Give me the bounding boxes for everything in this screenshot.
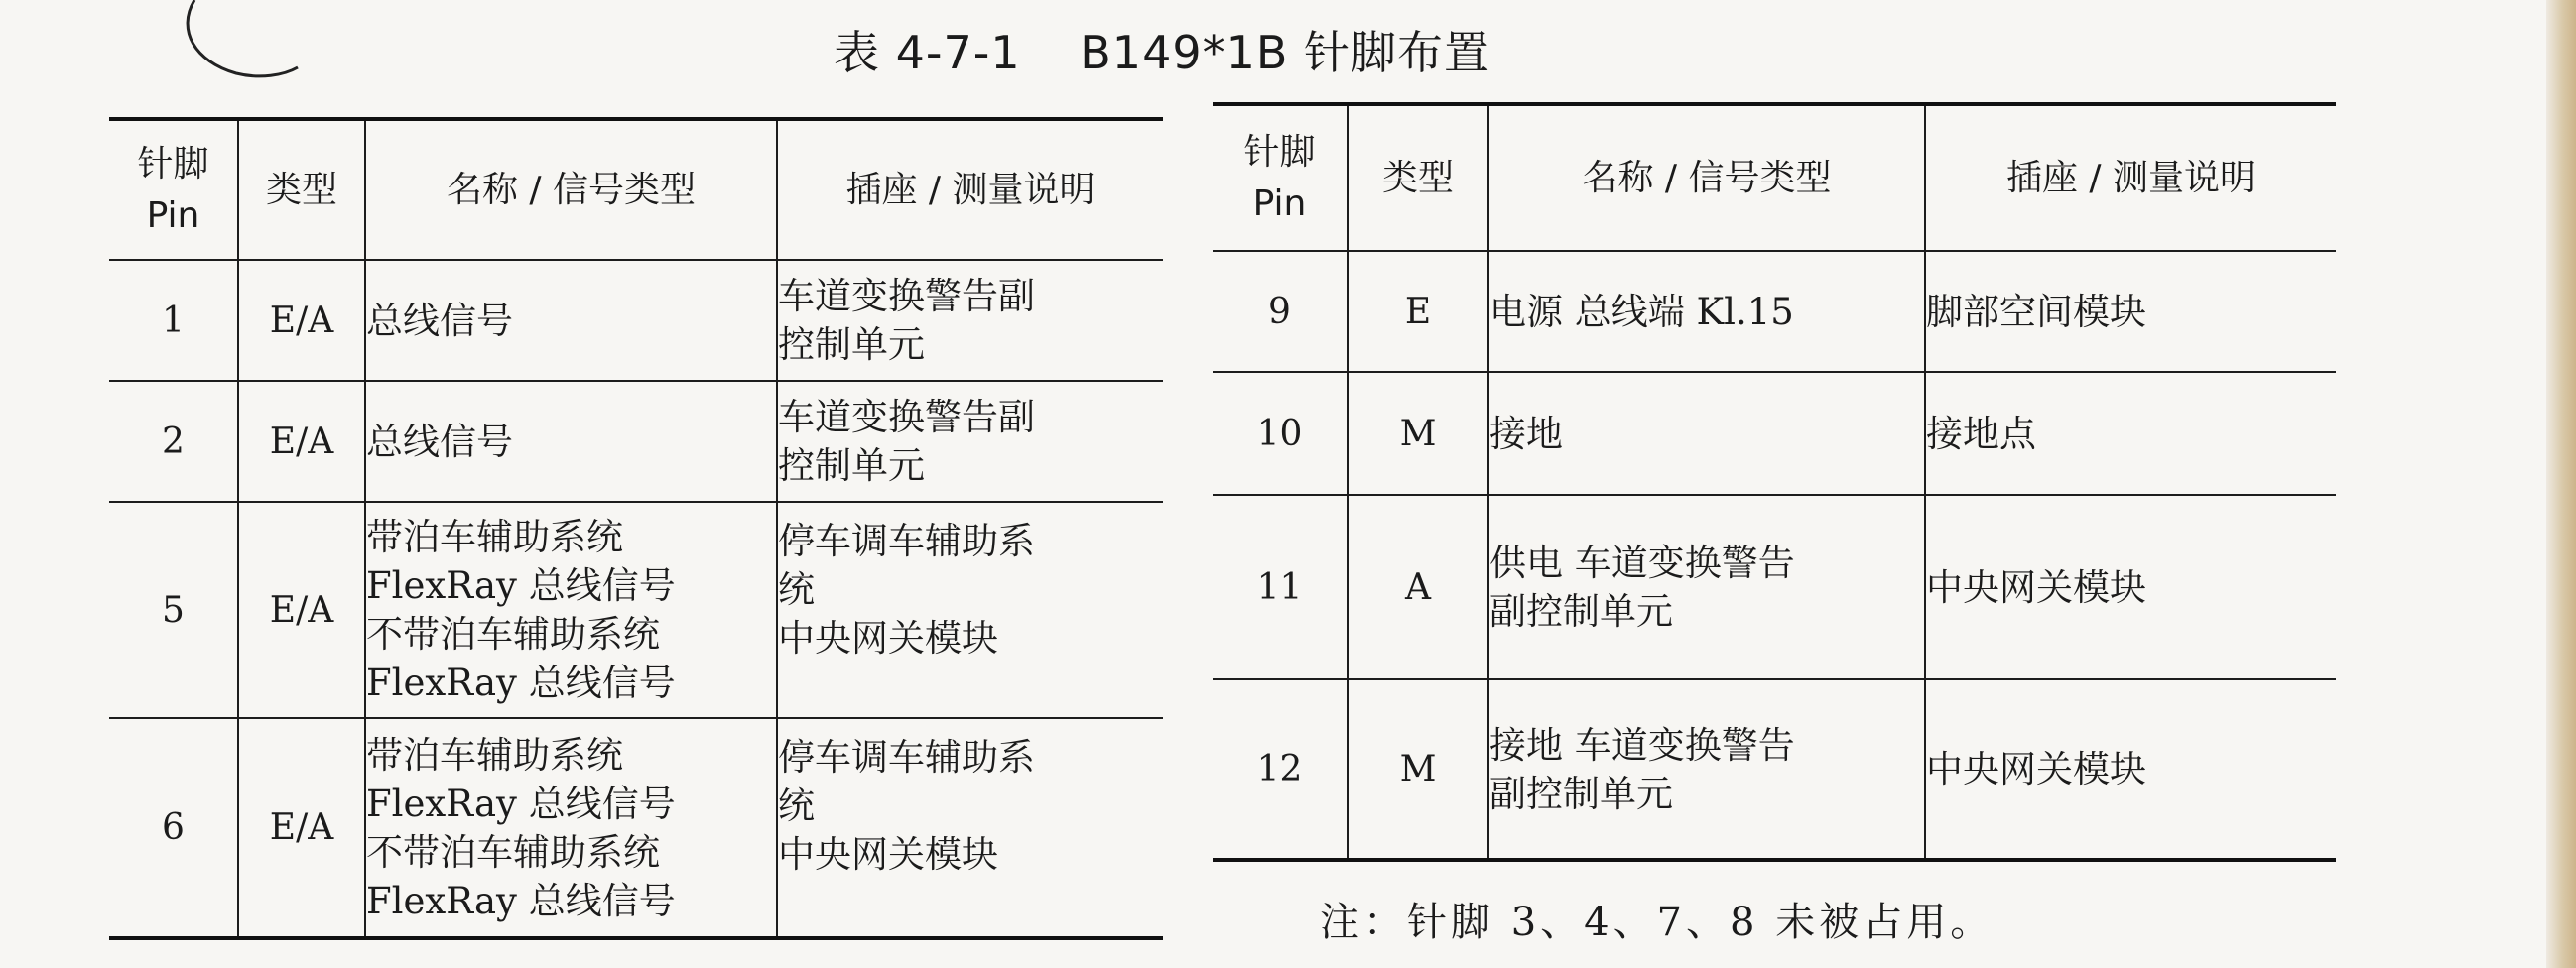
name-line: FlexRay 总线信号 xyxy=(366,662,676,704)
name-cell xyxy=(1488,372,1925,495)
name-line: FlexRay 总线信号 xyxy=(366,564,676,607)
type-cell: E/A xyxy=(238,502,365,718)
name-line: FlexRay 总线信号 xyxy=(366,782,676,825)
type-cell: M xyxy=(1348,679,1488,860)
type-cell: E/A xyxy=(238,718,365,938)
name-line: 电源 总线端 Kl.15 xyxy=(1489,290,1794,333)
socket-cell xyxy=(777,502,1163,718)
socket-line: 控制单元 xyxy=(778,444,925,487)
name-cell xyxy=(365,502,777,718)
header-socket: 插座 / 测量说明 xyxy=(777,119,1163,260)
table-row xyxy=(109,260,1163,381)
socket-line: 统 xyxy=(778,785,815,827)
pin-table-right xyxy=(1213,102,2336,862)
socket-cell xyxy=(1925,495,2336,679)
table-row xyxy=(1213,251,2336,372)
page-edge xyxy=(2546,0,2576,968)
name-line: 副控制单元 xyxy=(1489,590,1673,633)
pin-cell: 10 xyxy=(1213,372,1348,495)
name-line: 供电 车道变换警告 xyxy=(1489,542,1795,584)
socket-line: 中央网关模块 xyxy=(1926,565,2146,609)
name-cell xyxy=(365,381,777,502)
name-line: 带泊车辅助系统 xyxy=(366,733,623,777)
socket-line: 车道变换警告副 xyxy=(778,396,1035,438)
socket-line: 中央网关模块 xyxy=(778,833,998,876)
socket-cell xyxy=(1925,679,2336,860)
socket-line: 中央网关模块 xyxy=(1926,748,2146,790)
table-row xyxy=(109,502,1163,718)
name-line: 带泊车辅助系统 xyxy=(366,516,623,558)
table-caption: B149*1B 针脚布置 xyxy=(1080,26,1491,79)
header-type: 类型 xyxy=(1348,104,1488,251)
name-line: 不带泊车辅助系统 xyxy=(366,830,660,874)
table-row xyxy=(109,381,1163,502)
pin-cell: 9 xyxy=(1213,251,1348,372)
name-line: 总线信号 xyxy=(366,420,513,463)
socket-line: 脚部空间模块 xyxy=(1926,290,2146,333)
header-pin-zh: 针脚 xyxy=(1243,131,1316,173)
name-line: 接地 xyxy=(1489,412,1563,455)
name-line: 接地 车道变换警告 xyxy=(1489,723,1795,767)
type-cell: E xyxy=(1348,251,1488,372)
header-pin-zh: 针脚 xyxy=(137,143,209,184)
name-line: 不带泊车辅助系统 xyxy=(366,613,660,656)
name-line: 副控制单元 xyxy=(1489,772,1673,815)
pin-cell: 11 xyxy=(1213,495,1348,679)
pin-table-left xyxy=(109,117,1163,940)
pin-cell: 5 xyxy=(109,502,238,718)
pin-cell: 6 xyxy=(109,718,238,938)
socket-line: 车道变换警告副 xyxy=(778,275,1035,317)
socket-cell xyxy=(1925,372,2336,495)
header-type: 类型 xyxy=(238,119,365,260)
header-row xyxy=(1213,104,2336,251)
pin-cell: 12 xyxy=(1213,679,1348,860)
name-cell xyxy=(1488,495,1925,679)
header-socket: 插座 / 测量说明 xyxy=(1925,104,2336,251)
socket-line: 中央网关模块 xyxy=(778,617,998,660)
socket-cell xyxy=(777,260,1163,381)
header-pin-en: Pin xyxy=(146,194,200,236)
table-title xyxy=(834,18,1707,87)
type-cell: A xyxy=(1348,495,1488,679)
type-cell: E/A xyxy=(238,381,365,502)
pin-cell: 2 xyxy=(109,381,238,502)
socket-line: 统 xyxy=(778,568,815,611)
name-cell xyxy=(365,718,777,938)
socket-cell xyxy=(777,381,1163,502)
name-line: FlexRay 总线信号 xyxy=(366,879,676,922)
socket-line: 停车调车辅助系 xyxy=(778,520,1035,562)
table-row xyxy=(109,718,1163,938)
pen-scribble xyxy=(0,0,318,99)
table-row xyxy=(1213,679,2336,860)
pin-cell: 1 xyxy=(109,260,238,381)
header-name: 名称 / 信号类型 xyxy=(365,119,777,260)
table-row xyxy=(1213,495,2336,679)
header-name: 名称 / 信号类型 xyxy=(1488,104,1925,251)
table-number: 表 4-7-1 xyxy=(834,26,1021,79)
header-pin xyxy=(1213,104,1348,251)
socket-cell xyxy=(777,718,1163,938)
socket-line: 接地点 xyxy=(1926,412,2036,455)
header-row xyxy=(109,119,1163,260)
socket-line: 控制单元 xyxy=(778,323,925,366)
name-cell xyxy=(1488,679,1925,860)
table-row xyxy=(1213,372,2336,495)
socket-cell xyxy=(1925,251,2336,372)
name-cell xyxy=(365,260,777,381)
type-cell: E/A xyxy=(238,260,365,381)
socket-line: 停车调车辅助系 xyxy=(778,736,1035,779)
footnote: 注：针脚 3、4、7、8 未被占用。 xyxy=(1320,900,1995,945)
type-cell: M xyxy=(1348,372,1488,495)
header-pin xyxy=(109,119,238,260)
name-line: 总线信号 xyxy=(366,299,513,342)
header-pin-en: Pin xyxy=(1252,182,1307,224)
name-cell xyxy=(1488,251,1925,372)
